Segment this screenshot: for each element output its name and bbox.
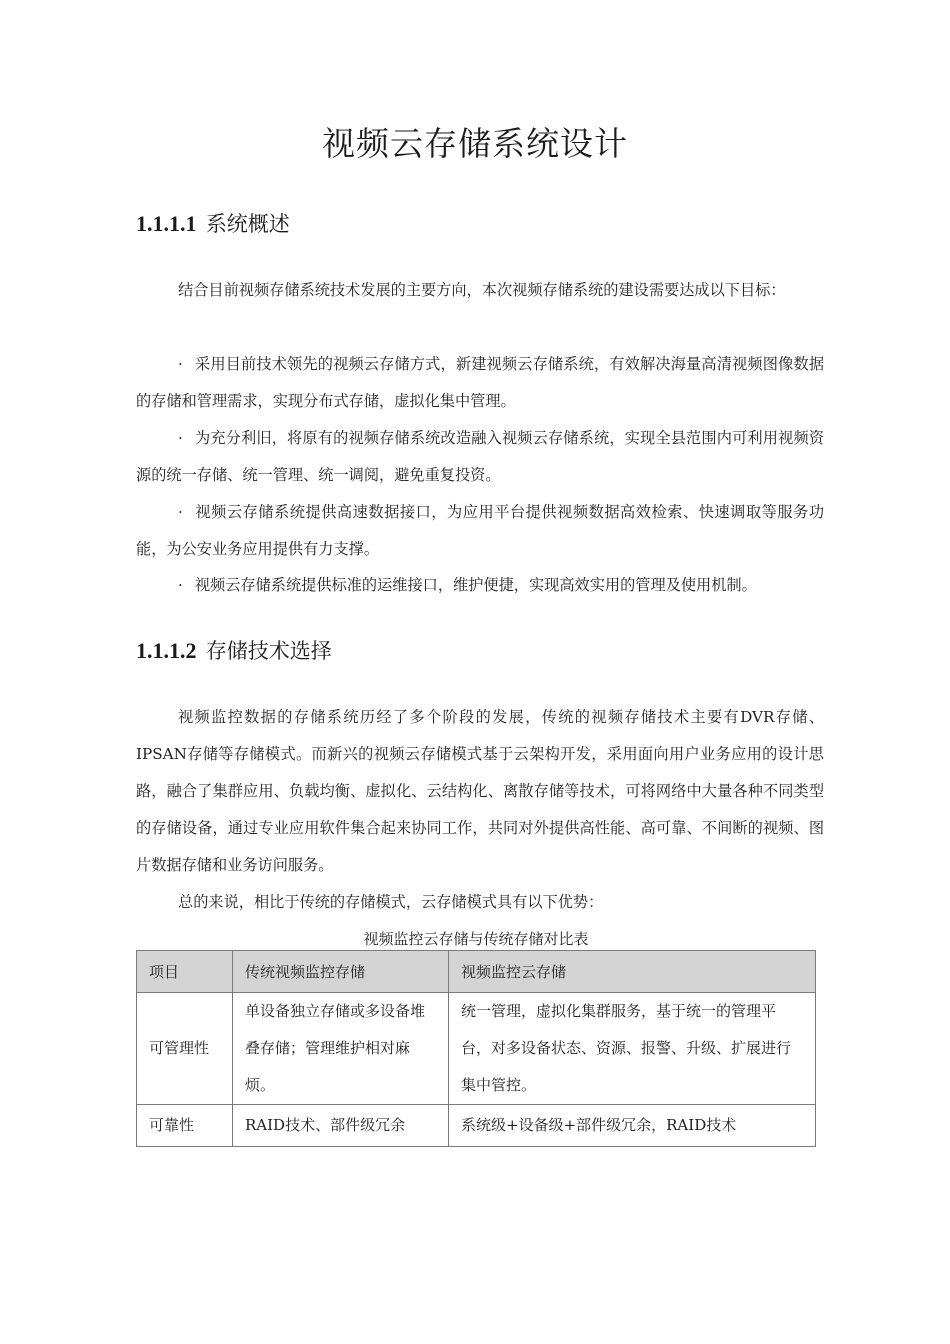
table-cell: 统一管理，虚拟化集群服务，基于统一的管理平台，对多设备状态、资源、报警、升级、扩展进行集中管控。 bbox=[449, 993, 816, 1105]
bullet-text: 为充分利旧，将原有的视频存储系统改造融入视频云存储系统，实现全县范围内可利用视频资源的统一存储、统一管理、统一调阅，避免重复投资。 bbox=[136, 429, 824, 484]
table-cell: 单设备独立存储或多设备堆叠存储；管理维护相对麻烦。 bbox=[233, 993, 449, 1105]
section-number: 1.1.1.2 bbox=[136, 638, 197, 663]
bullet-item bbox=[136, 346, 824, 420]
bullet-text: 视频云存储系统提供高速数据接口，为应用平台提供视频数据高效检索、快速调取等服务功能，为公安业务应用提供有力支撑。 bbox=[136, 503, 824, 558]
bullet-icon: · bbox=[178, 503, 183, 521]
table-header-cell: 传统视频监控存储 bbox=[233, 951, 449, 993]
table-row bbox=[137, 1105, 816, 1147]
bullet-icon: · bbox=[178, 576, 183, 594]
bullet-icon: · bbox=[178, 355, 183, 373]
bullet-text: 视频云存储系统提供标准的运维接口，维护便捷，实现高效实用的管理及使用机制。 bbox=[194, 576, 757, 594]
table-header-row bbox=[137, 951, 816, 993]
section-heading-overview bbox=[136, 208, 290, 238]
table-cell: 可管理性 bbox=[137, 993, 233, 1105]
overview-intro: 结合目前视频存储系统技术发展的主要方向，本次视频存储系统的建设需要达成以下目标： bbox=[178, 281, 786, 299]
table-header-cell: 项目 bbox=[137, 951, 233, 993]
table-caption: 视频监控云存储与传统存储对比表 bbox=[363, 930, 589, 948]
section-title: 存储技术选择 bbox=[205, 639, 332, 663]
section-number: 1.1.1.1 bbox=[136, 211, 197, 236]
table-row bbox=[137, 993, 816, 1105]
table-header-cell: 视频监控云存储 bbox=[449, 951, 816, 993]
section-title: 系统概述 bbox=[205, 212, 290, 236]
bullet-text: 采用目前技术领先的视频云存储方式，新建视频云存储系统，有效解决海量高清视频图像数据的存储和管理需求，实现分布式存储，虚拟化集中管理。 bbox=[136, 355, 824, 410]
table-cell: 系统级+设备级+部件级冗余，RAID技术 bbox=[449, 1105, 816, 1147]
page-title: 视频云存储系统设计 bbox=[322, 124, 628, 163]
bullet-item bbox=[136, 420, 824, 494]
storage-paragraph: 视频监控数据的存储系统历经了多个阶段的发展，传统的视频存储技术主要有DVR存储、IPSAN存储等存储模式。而新兴的视频云存储模式基于云架构开发，采用面向用户业务应用的设计思路，融合了集群应用、负载均衡、虚拟化、云结构化、离散存储等技术，可将网络中大量各种不同类型的存储设备，通过专业应用软件集合起来协同工作，共同对外提供高性能、高可靠、不间断的视频、图片数据存储和业务访问服务。 bbox=[136, 708, 824, 874]
bullet-item bbox=[136, 494, 824, 568]
comparison-table bbox=[136, 950, 816, 1147]
bullet-item bbox=[136, 567, 836, 604]
section-heading-storage bbox=[136, 635, 332, 665]
table-cell: RAID技术、部件级冗余 bbox=[233, 1105, 449, 1147]
storage-summary: 总的来说，相比于传统的存储模式，云存储模式具有以下优势： bbox=[178, 893, 604, 911]
table-cell: 可靠性 bbox=[137, 1105, 233, 1147]
bullet-icon: · bbox=[178, 429, 183, 447]
